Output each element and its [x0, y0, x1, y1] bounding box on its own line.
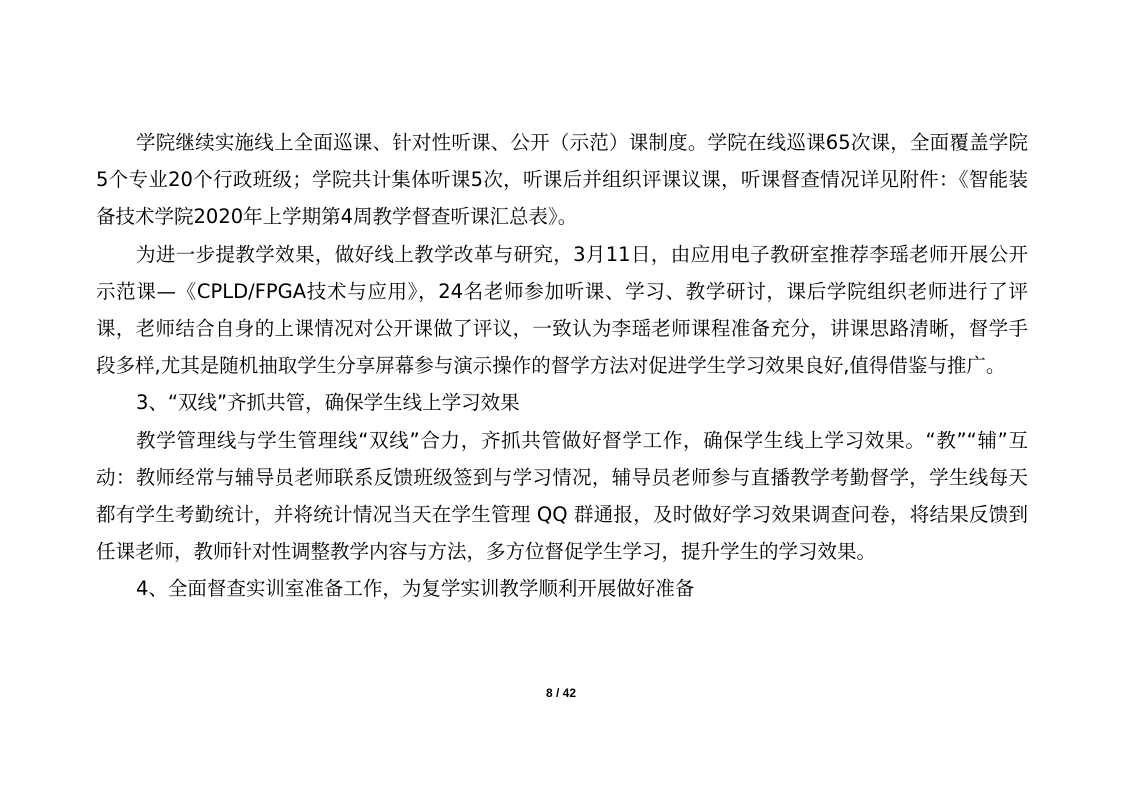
document-body — [96, 124, 1028, 608]
section-heading-dual-line: 3、“双线”齐抓共管，确保学生线上学习效果 — [136, 391, 520, 415]
paragraph-demo-lesson: 为进一步提教学效果，做好线上教学改革与研究，3月11日，由应用电子教研室推荐李瑶老师开展公开示范课—《CPLD/FPGA技术与应用》，24名老师参加听课、学习、教学研讨，课后学院组织老师进行了评课，老师结合自身的上课情况对公开课做了评议，一致认为李瑶老师课程准备充分，讲课思路清晰，督学手段多样,尤其是随机抽取学生分享屏幕参与演示操作的督学方法对促进学生学习效果良好,值得借鉴与推广。 — [96, 242, 1028, 378]
page-number: 8 / 42 — [545, 686, 577, 700]
section-heading-lab-inspection: 4、全面督查实训室准备工作，为复学实训教学顺利开展做好准备 — [136, 577, 695, 601]
paragraph-dual-line-management: 教学管理线与学生管理线“双线”合力，齐抓共管做好督学工作，确保学生线上学习效果。“教”“辅”互动：教师经常与辅导员老师联系反馈班级签到与学习情况，辅导员老师参与直播教学考勤督学，学生线每天都有学生考勤统计，并将统计情况当天在学生管理 QQ 群通报，及时做好学习效果调查问卷，将结果反馈到任课老师，教师针对性调整教学内容与方法，多方位督促学生学习，提升学生的学习效果。 — [96, 428, 1028, 564]
paragraph-course-inspection: 学院继续实施线上全面巡课、针对性听课、公开（示范）课制度。学院在线巡课65次课，全面覆盖学院5个专业20个行政班级；学院共计集体听课5次，听课后并组织评课议课，听课督查情况详见附件：《智能装备技术学院2020年上学期第4周教学督查听课汇总表》。 — [96, 131, 1028, 229]
